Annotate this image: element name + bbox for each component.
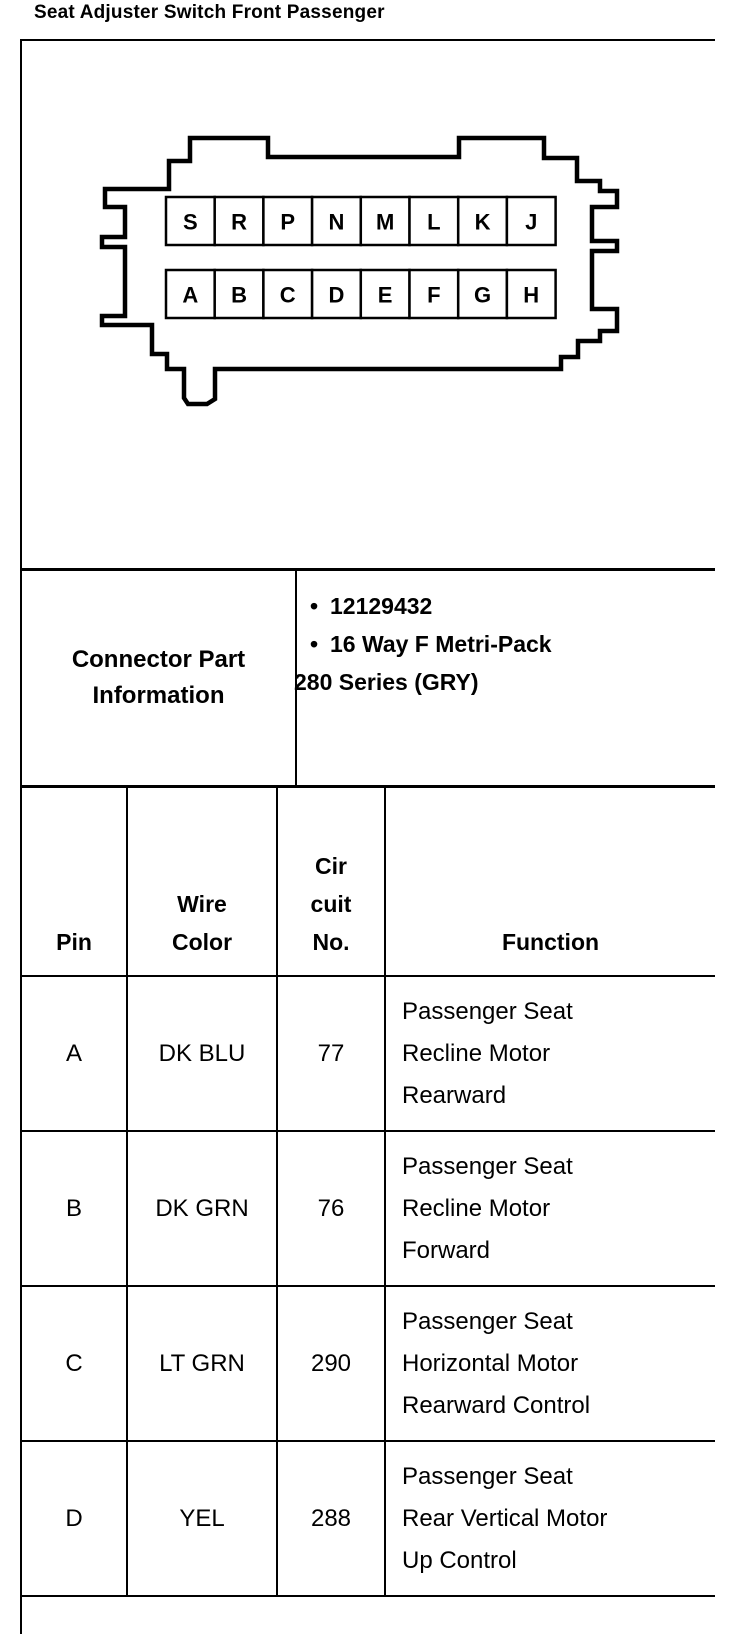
connector-sheet (20, 39, 715, 1634)
top-pin-row (166, 197, 556, 245)
table-header-row (22, 788, 715, 976)
pin-cavity-label: M (375, 209, 395, 235)
circuit-cell: 76 (277, 1131, 385, 1286)
pin-cavity-label: P (280, 209, 296, 235)
pin-cavity-label: A (182, 282, 199, 308)
pin-cavity-label: F (427, 282, 441, 308)
header-wire-color: Wire Color (127, 788, 277, 976)
pin-cell: A (22, 976, 127, 1131)
bottom-pin-row (166, 270, 556, 318)
pin-cavity-label: S (183, 209, 198, 235)
pin-cavity-label: D (328, 282, 345, 308)
function-cell: Passenger Seat Rear Vertical Motor Up Control (385, 1441, 715, 1596)
wire-color-cell: YEL (127, 1441, 277, 1596)
function-cell: Passenger Seat Recline Motor Forward (385, 1131, 715, 1286)
circuit-cell: 77 (277, 976, 385, 1131)
connector-part-info-label: Connector Part Information (22, 571, 297, 785)
connector-type-item (294, 625, 694, 663)
pin-cavity-label: N (328, 209, 345, 235)
function-cell: Passenger Seat Recline Motor Rearward (385, 976, 715, 1131)
wire-color-cell: LT GRN (127, 1286, 277, 1441)
part-number: 12129432 (330, 593, 433, 619)
table-row (22, 1131, 715, 1286)
pin-cell: D (22, 1441, 127, 1596)
connector-part-info-row (22, 571, 715, 788)
circuit-cell: 288 (277, 1441, 385, 1596)
bullet-icon: • (310, 631, 319, 657)
table-row (22, 1441, 715, 1596)
pin-cavity-label: B (231, 282, 247, 308)
header-pin: Pin (22, 788, 127, 976)
pin-cavity-label: G (473, 282, 492, 308)
page-title: Seat Adjuster Switch Front Passenger (34, 2, 385, 23)
header-circuit-no: Cir cuit No. (277, 788, 385, 976)
pin-table (22, 788, 715, 1597)
table-row (22, 976, 715, 1131)
pin-cell: C (22, 1286, 127, 1441)
function-cell: Passenger Seat Horizontal Motor Rearward Control (385, 1286, 715, 1441)
pin-cavity-label: K (474, 209, 491, 235)
part-number-item (294, 587, 694, 625)
pin-cavity-label: L (427, 209, 441, 235)
table-row (22, 1286, 715, 1441)
pin-cavity-label: J (525, 209, 538, 235)
bullet-icon: • (310, 593, 319, 619)
pin-cavity-label: H (523, 282, 540, 308)
header-function: Function (385, 788, 715, 976)
pin-cavity-label: C (279, 282, 296, 308)
wire-color-cell: DK GRN (127, 1131, 277, 1286)
connector-series: 280 Series (GRY) (294, 669, 479, 695)
circuit-cell: 290 (277, 1286, 385, 1441)
connector-face-diagram (22, 41, 715, 568)
connector-part-info-list (294, 587, 694, 701)
pin-cavity-label: E (377, 282, 393, 308)
pin-cell: B (22, 1131, 127, 1286)
wire-color-cell: DK BLU (127, 976, 277, 1131)
pin-cavity-label: R (231, 209, 247, 235)
connector-diagram-cell (22, 41, 715, 571)
connector-type: 16 Way F Metri-Pack (330, 631, 552, 657)
